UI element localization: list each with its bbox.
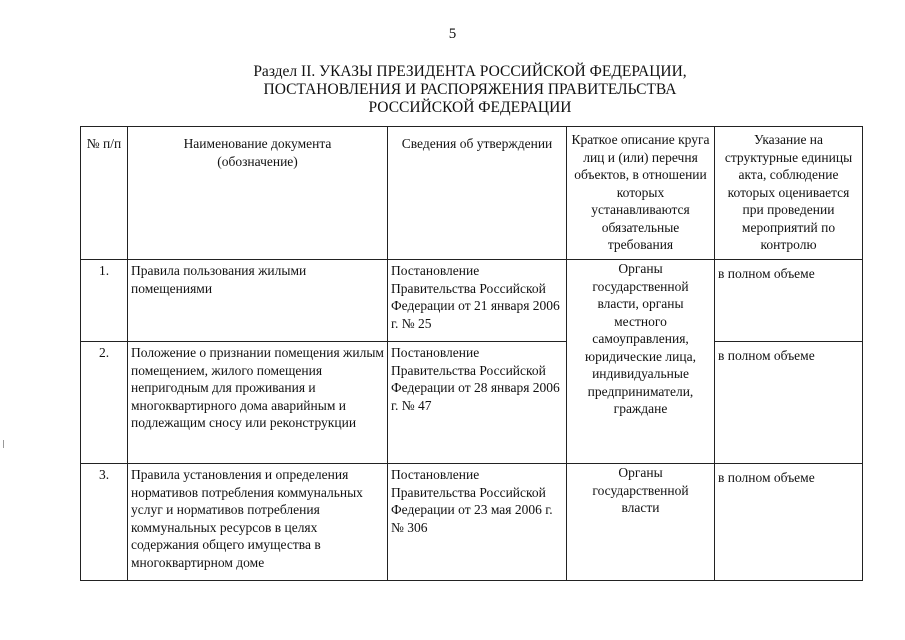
section-title-line-3: РОССИЙСКОЙ ФЕДЕРАЦИИ bbox=[368, 99, 572, 116]
header-num: № п/п bbox=[81, 127, 128, 260]
row-2-approval: Постановление Правительства Российской Федерации от 28 января 2006 г. № 47 bbox=[388, 342, 567, 464]
row-3-scope: в полном объеме bbox=[715, 464, 863, 581]
row-1-name: Правила пользования жилыми помещениями bbox=[128, 260, 388, 342]
table-row bbox=[81, 342, 863, 464]
rows-1-2-subjects: Органы государственной власти, органы местного самоуправления, юридические лица, индивидуальные предприниматели, граждане bbox=[567, 260, 715, 464]
row-3-approval: Постановление Правительства Российской Федерации от 23 мая 2006 г. № 306 bbox=[388, 464, 567, 581]
table-row bbox=[81, 260, 863, 342]
header-approval: Сведения об утверждении bbox=[388, 127, 567, 260]
row-3-num: 3. bbox=[81, 464, 128, 581]
header-name-text: Наименование документа (обозначение) bbox=[183, 136, 332, 169]
header-subjects: Краткое описание круга лиц и (или) перечня объектов, в отношении которых устанавливаются обязательные требования bbox=[567, 127, 715, 260]
row-1-num: 1. bbox=[81, 260, 128, 342]
documents-table bbox=[80, 126, 863, 581]
header-scope: Указание на структурные единицы акта, соблюдение которых оценивается при проведении мероприятий по контролю bbox=[715, 127, 863, 260]
scan-margin-mark bbox=[3, 440, 4, 448]
header-name bbox=[128, 127, 388, 260]
row-2-name: Положение о признании помещения жилым помещением, жилого помещения непригодным для проживания и многоквартирного дома аварийным и подлежащим сносу или реконструкции bbox=[128, 342, 388, 464]
row-2-scope: в полном объеме bbox=[715, 342, 863, 464]
row-2-num: 2. bbox=[81, 342, 128, 464]
page-number: 5 bbox=[448, 26, 457, 42]
section-title-line-2: ПОСТАНОВЛЕНИЯ И РАСПОРЯЖЕНИЯ ПРАВИТЕЛЬСТВА bbox=[263, 81, 677, 98]
section-title bbox=[0, 63, 905, 117]
row-1-approval: Постановление Правительства Российской Федерации от 21 января 2006 г. № 25 bbox=[388, 260, 567, 342]
section-title-line-1: Раздел II. УКАЗЫ ПРЕЗИДЕНТА РОССИЙСКОЙ ФЕДЕРАЦИИ, bbox=[253, 63, 687, 80]
row-1-scope: в полном объеме bbox=[715, 260, 863, 342]
table-header-row bbox=[81, 127, 863, 260]
table-row bbox=[81, 464, 863, 581]
row-3-subjects: Органы государственной власти bbox=[567, 464, 715, 581]
row-3-name: Правила установления и определения нормативов потребления коммунальных услуг и нормативов потребления коммунальных ресурсов в целях содержания общего имущества в многоквартирном доме bbox=[128, 464, 388, 581]
